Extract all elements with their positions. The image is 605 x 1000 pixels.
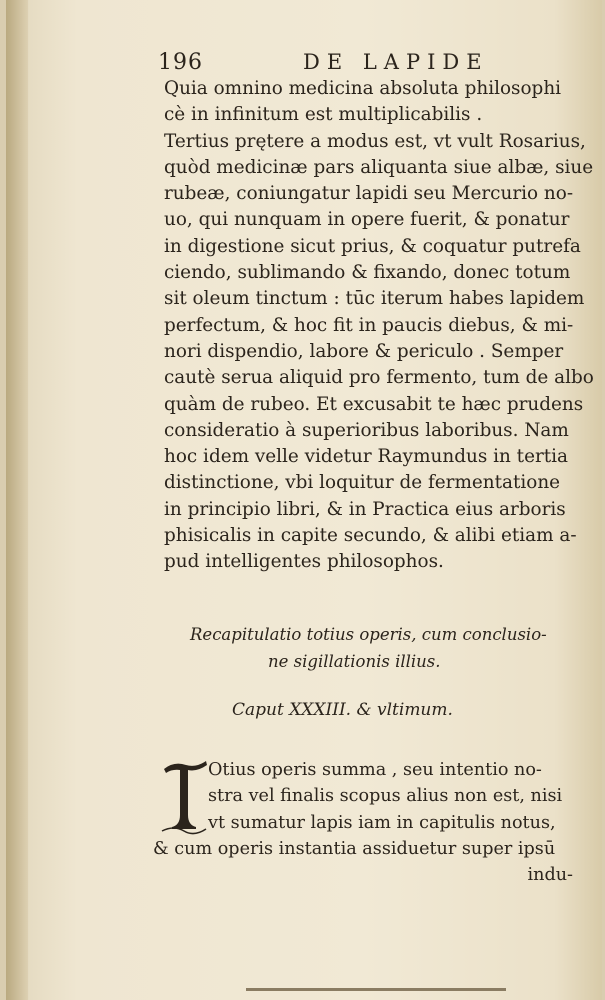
text-line: pud intelligentes philosophos. <box>164 551 444 573</box>
chapter-text <box>153 757 583 888</box>
text-line: in digestione sicut prius, & coquatur putrefa <box>164 235 581 257</box>
text-line: in principio libri, & in Practica eius arboris <box>164 498 566 520</box>
text-line: sit oleum tinctum : tūc iterum habes lapidem <box>164 288 585 310</box>
text-line: Quia omnino medicina absoluta philosophi <box>164 78 562 99</box>
text-line: nori dispendio, labore & periculo . Semper <box>164 340 564 362</box>
text-line: Otius operis summa , seu intentio no- <box>208 760 542 780</box>
text-line: perfectum, & hoc fit in paucis diebus, & mi- <box>164 314 574 336</box>
text-line: stra vel finalis scopus alius non est, nisi <box>208 786 563 807</box>
page-gutter <box>6 0 28 1000</box>
text-line: distinctione, vbi loquitur de fermentatione <box>164 472 561 494</box>
rubric-line: Recapitulatio totius operis, cum conclusio- <box>190 625 547 644</box>
rubric-line: ne sigillationis illius. <box>268 652 441 671</box>
text-line: & cum operis instantia assiduetur super ipsū <box>153 838 556 859</box>
page-number: 196 <box>158 50 203 75</box>
text-line: consideratio à superioribus laboribus. Nam <box>164 419 569 441</box>
chapter-rubric <box>190 621 590 675</box>
text-line: hoc idem velle videtur Raymundus in tertia <box>164 446 568 468</box>
text-line: rubeæ, coniungatur lapidi seu Mercurio no- <box>164 183 574 205</box>
book-page <box>6 0 602 1000</box>
bottom-edge-line <box>246 988 506 991</box>
text-line: cautè serua aliquid pro fermento, tum de albo <box>164 367 594 389</box>
text-line: vt sumatur lapis iam in capitulis notus, <box>208 812 556 833</box>
running-title: DE LAPIDE <box>303 50 489 74</box>
chapter-heading: Caput XXXIII. & vltimum. <box>232 700 453 720</box>
text-line: ciendo, sublimando & fixando, donec totum <box>164 262 571 284</box>
catchword: indu- <box>527 865 573 886</box>
text-line: cè in infinitum est multiplicabilis . <box>164 104 483 126</box>
text-line: quàm de rubeo. Et excusabit te hæc prudens <box>164 393 584 415</box>
body-text <box>164 76 594 576</box>
text-line: Tertius prętere a modus est, vt vult Rosarius, <box>164 130 586 152</box>
text-line: quòd medicinæ pars aliquanta siue albæ, siue <box>164 156 594 178</box>
text-line: phisicalis in capite secundo, & alibi etiam a- <box>164 525 577 547</box>
text-line: uo, qui nunquam in opere fuerit, & ponatur <box>164 209 570 231</box>
